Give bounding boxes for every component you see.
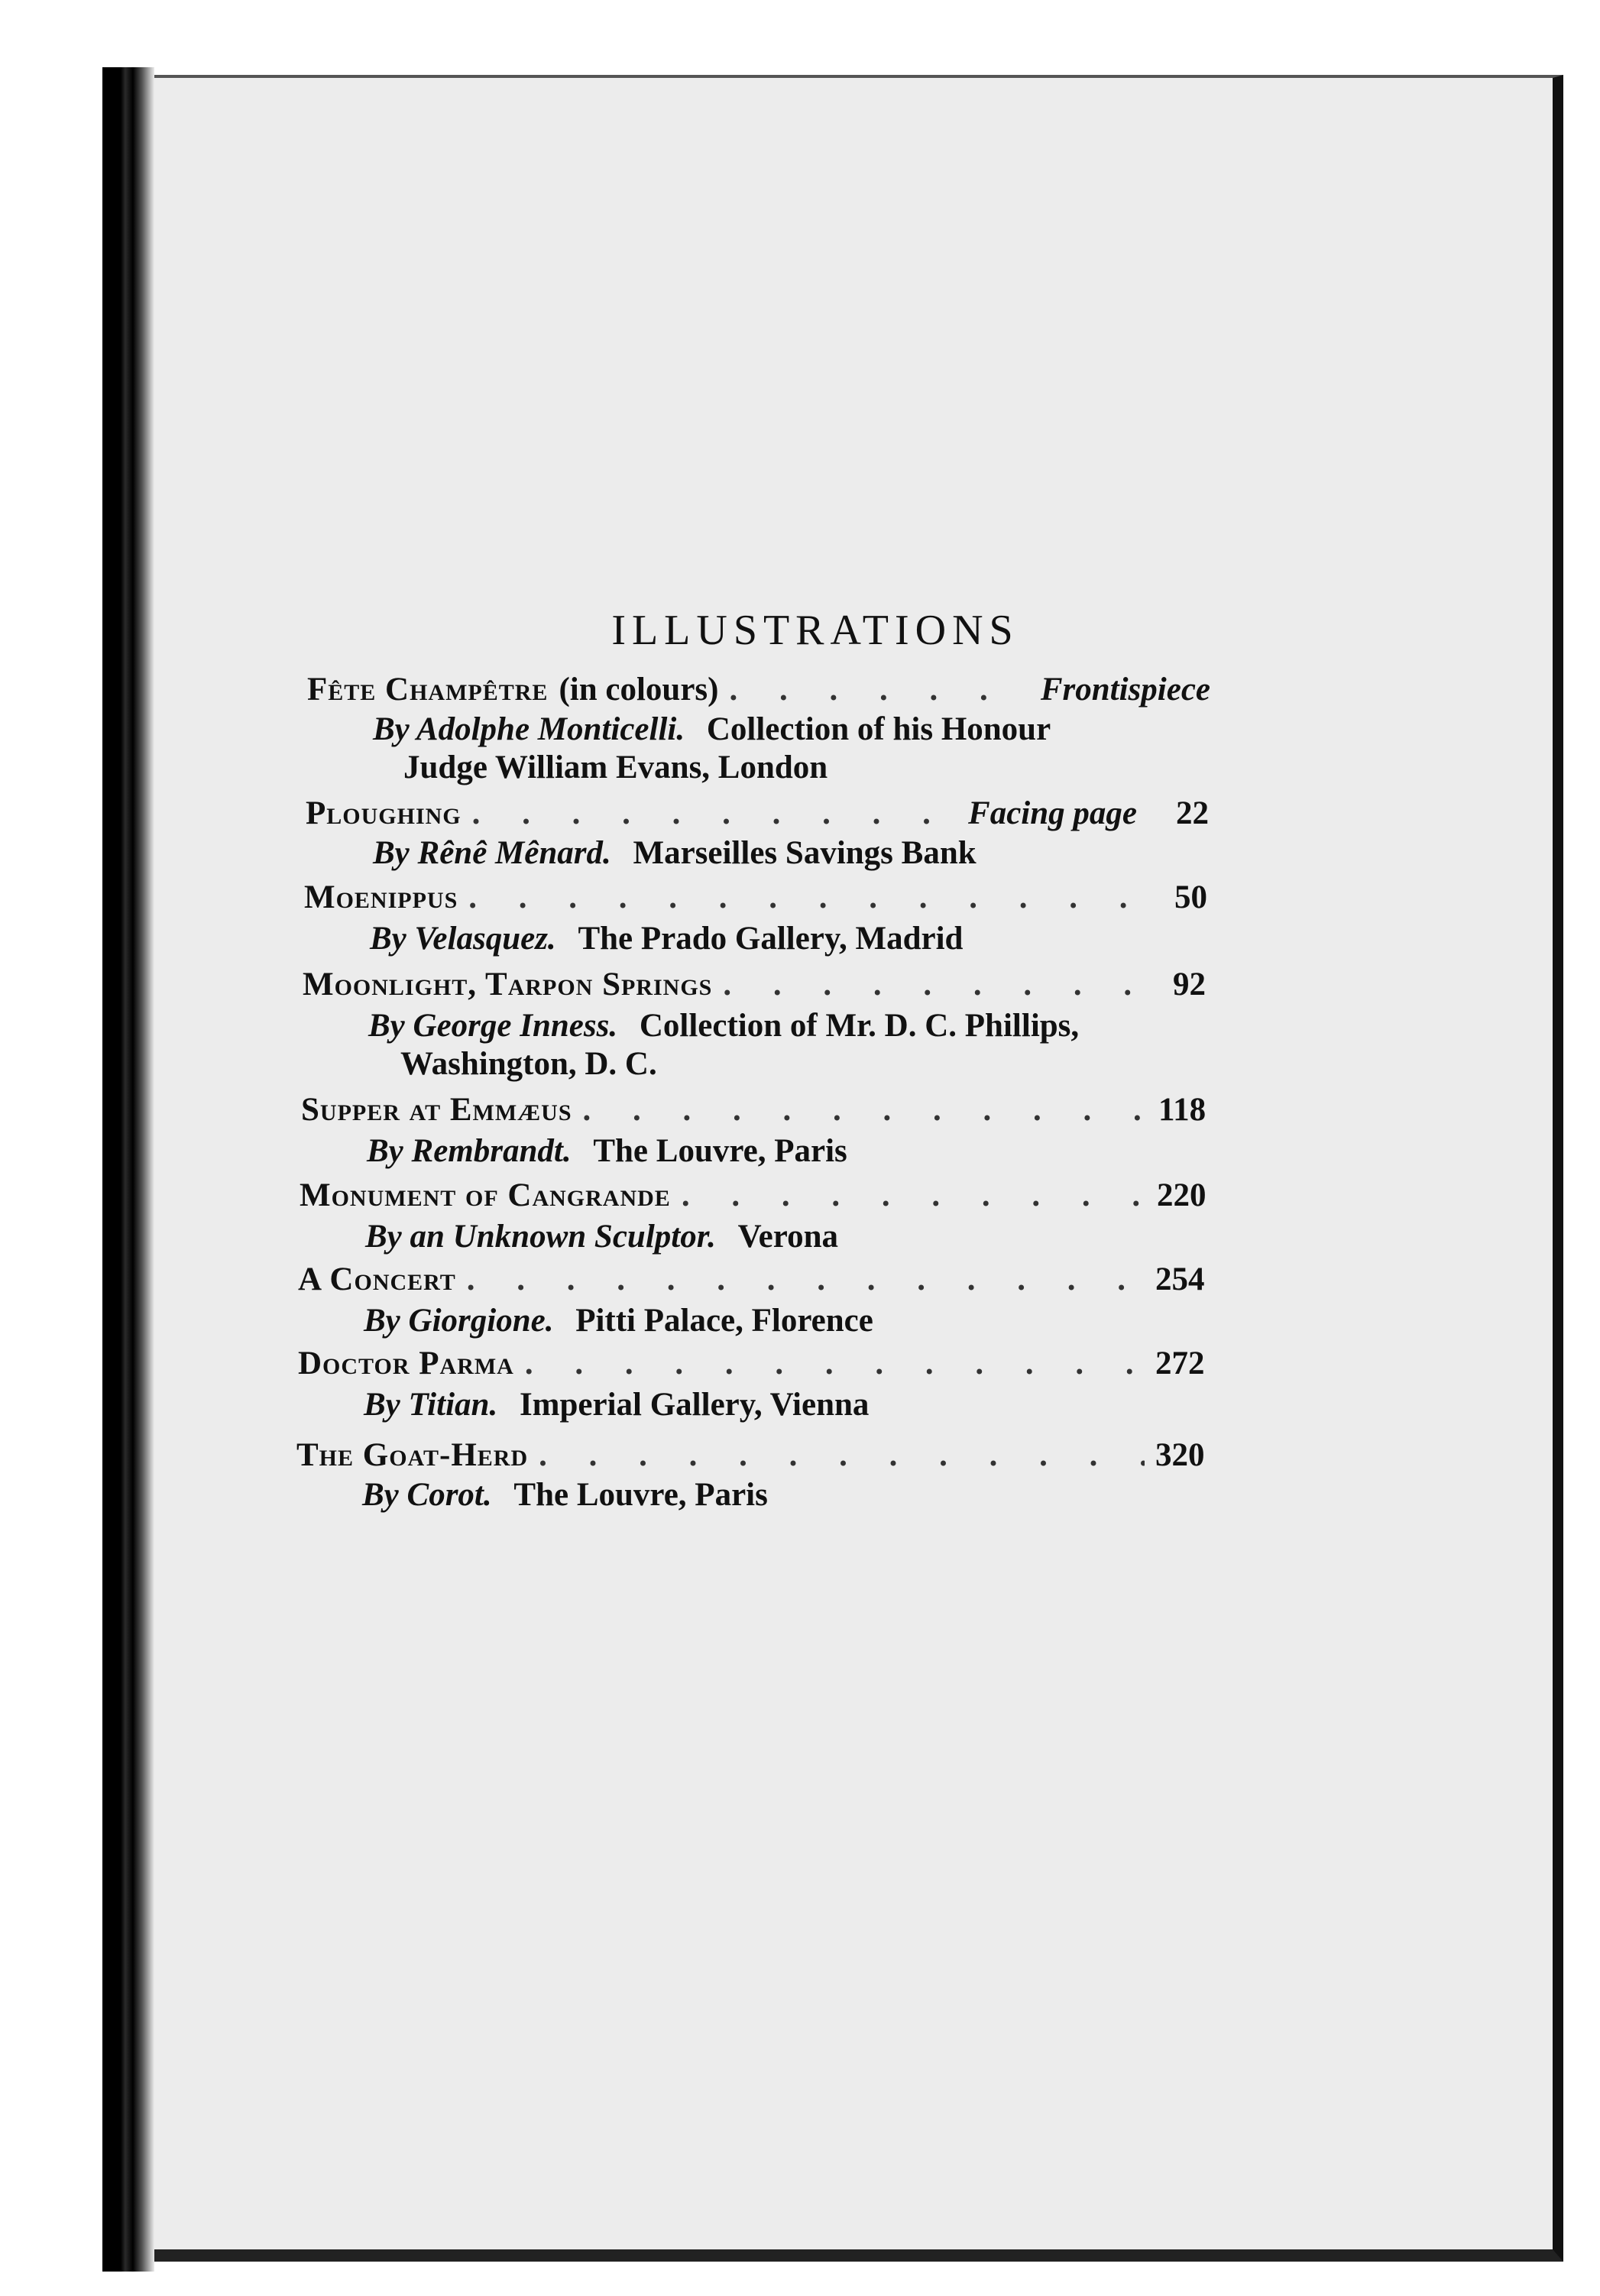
page-number: 50 [1174,879,1207,915]
entry-title: Monument of Cangrande [300,1177,671,1213]
credit-place-cont: Judge William Evans, London [403,750,828,785]
list-item [304,879,1207,921]
credit-place: Verona [737,1219,838,1255]
entry-credit [370,920,963,957]
credit-place: Collection of Mr. D. C. Phillips, [639,1008,1080,1044]
credit-artist: By Rênê Mênard. [373,835,611,871]
credit-place: Marseilles Savings Bank [633,835,977,871]
dot-leader [525,1345,1145,1382]
credit-artist: By George Inness. [368,1008,618,1044]
entry-credit-continued [403,749,828,786]
credit-place: Pitti Palace, Florence [575,1303,873,1339]
entry-title: Moonlight, Tarpon Springs [303,967,713,1002]
credit-artist: By Rembrandt. [367,1133,572,1169]
list-item [296,1436,1205,1479]
entry-title: Moenippus [304,879,458,915]
dot-leader [729,671,1029,708]
entry-title: Doctor Parma [298,1346,514,1381]
list-item [307,671,1210,714]
entry-credit [368,1007,1079,1044]
list-item [298,1345,1205,1388]
dot-leader [472,795,957,832]
dot-leader [583,1091,1148,1129]
entry-credit [373,711,1051,748]
entry-title: Ploughing [306,795,462,831]
credit-artist: By Titian. [364,1387,498,1423]
entry-credit [365,1218,838,1255]
list-item [306,795,1209,837]
page-heading: ILLUSTRATIONS [611,606,1019,654]
entry-credit [362,1476,768,1514]
entry-credit [373,834,977,872]
credit-artist: By Velasquez. [370,921,556,957]
entry-credit [367,1132,847,1170]
facing-label: Facing page [968,795,1137,831]
credit-place: Imperial Gallery, Vienna [519,1387,870,1423]
page-number: 272 [1155,1346,1205,1381]
dot-leader [467,1261,1145,1298]
credit-place: The Louvre, Paris [513,1477,768,1513]
dot-leader [682,1177,1146,1214]
book-spine-shadow [102,67,154,2272]
page-number: 320 [1155,1437,1205,1473]
credit-artist: By Corot. [362,1477,492,1513]
list-item [298,1261,1205,1303]
page-number: 254 [1155,1261,1205,1297]
entry-credit-continued [400,1045,657,1083]
credit-place: The Prado Gallery, Madrid [578,921,964,957]
dot-leader [539,1436,1145,1474]
entry-title: Fête Champêtre [307,672,549,708]
page-number: 22 [1176,795,1209,831]
page-number: 118 [1158,1092,1206,1128]
entry-title-suffix: (in colours) [559,672,719,708]
credit-artist: By Giorgione. [364,1303,554,1339]
entry-title: A Concert [298,1261,456,1297]
entry-credit [364,1302,873,1339]
entry-title: Supper at Emmæus [301,1092,572,1128]
entry-title: The Goat-Herd [296,1437,529,1473]
page-number: 92 [1173,967,1206,1002]
credit-artist: By an Unknown Sculptor. [365,1219,716,1255]
list-item [303,966,1206,1009]
credit-artist: By Adolphe Monticelli. [373,711,685,747]
page-label: Frontispiece [1040,672,1210,708]
credit-place: Collection of his Honour [706,711,1051,747]
scan-margin [0,0,102,2296]
list-item [301,1091,1204,1134]
page-number: 220 [1157,1177,1206,1213]
list-item [300,1177,1206,1219]
dot-leader [723,966,1149,1003]
credit-place: The Louvre, Paris [593,1133,847,1169]
dot-leader [468,879,1151,916]
credit-place-cont: Washington, D. C. [400,1046,657,1082]
entry-credit [364,1386,869,1423]
